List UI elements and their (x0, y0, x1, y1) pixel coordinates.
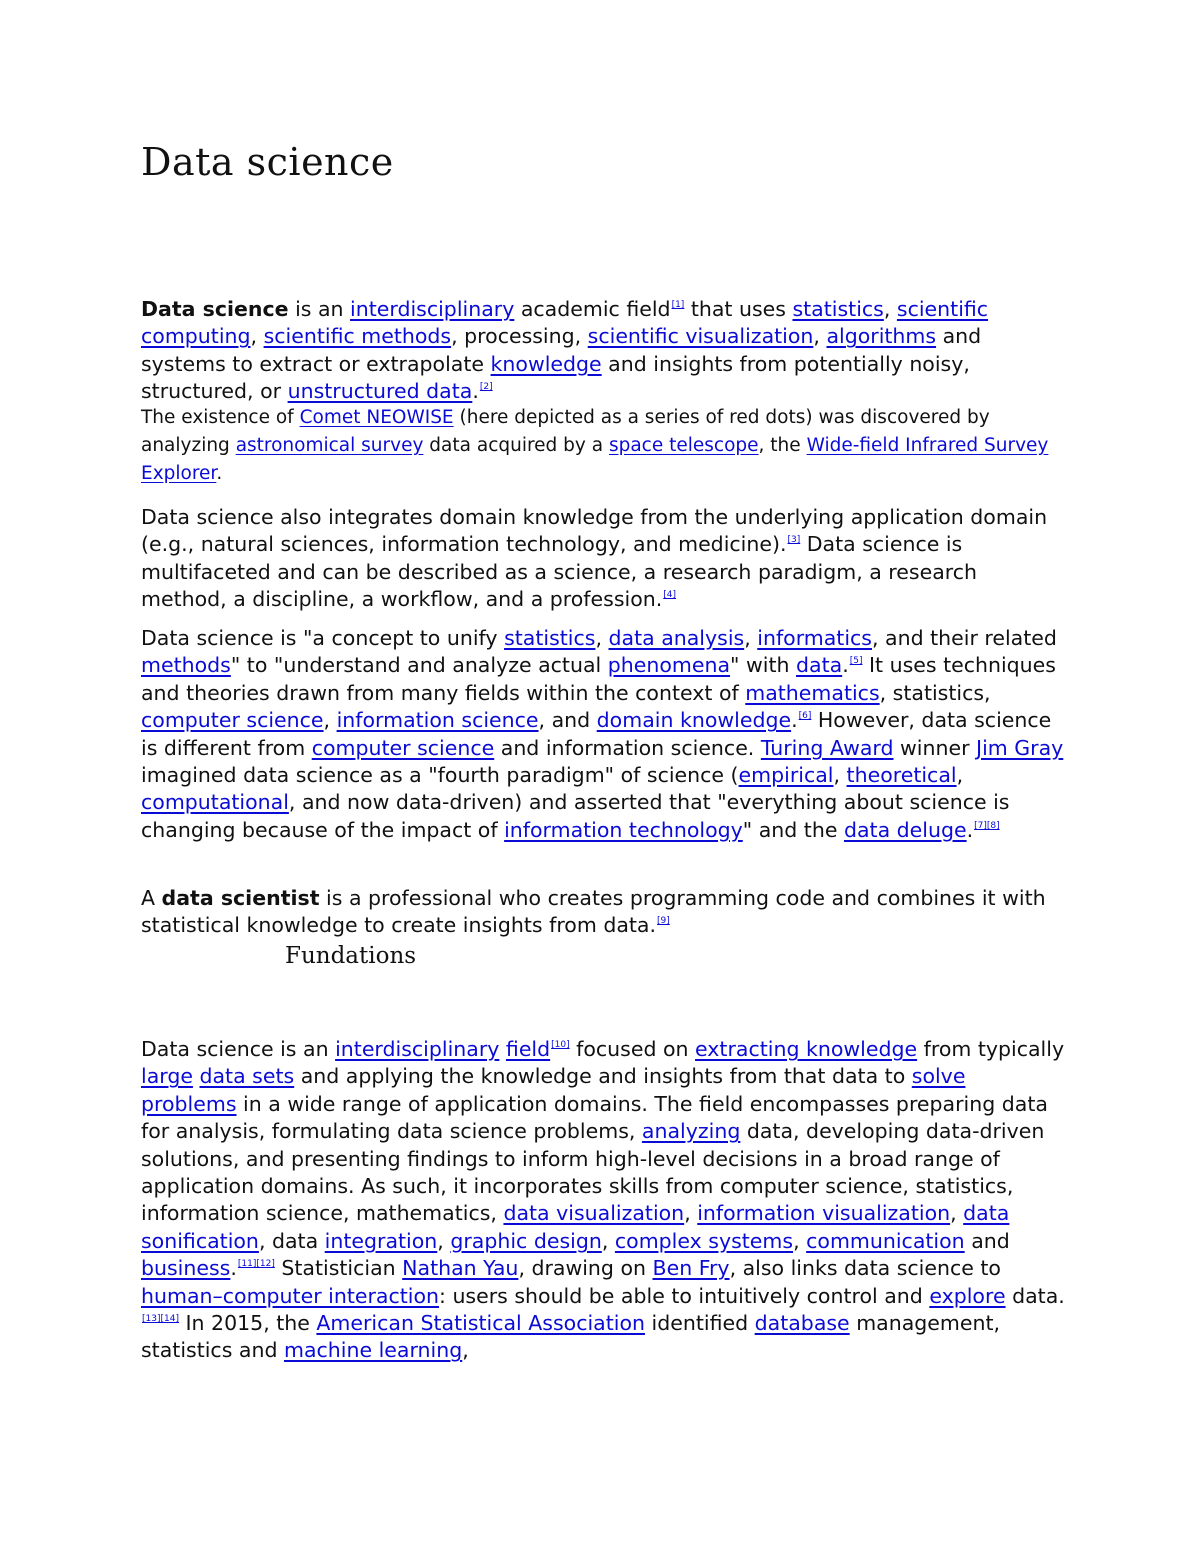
citation-ref[interactable]: [13][14] (142, 1314, 179, 1325)
link-unstructured-data[interactable]: unstructured data (287, 379, 473, 404)
citation-ref[interactable]: [4] (663, 590, 676, 601)
link-large[interactable]: large (141, 1064, 193, 1089)
link-machine-learning[interactable]: machine learning (283, 1338, 463, 1363)
link-informatics[interactable]: informatics (757, 626, 872, 650)
link-analyzing[interactable]: analyzing (641, 1119, 741, 1144)
link-phenomena[interactable]: phenomena (607, 653, 731, 678)
link-data[interactable]: data (796, 653, 843, 678)
link-jim-gray[interactable]: Jim Gray (976, 735, 1064, 760)
data-scientist-paragraph: A data scientist is a professional who creates programming code and combines it with statistical knowledge to create insights from data.[9] (141, 886, 1046, 938)
citation-ref[interactable]: [3] (787, 535, 801, 546)
link-statistics[interactable]: statistics (792, 297, 884, 321)
link-database[interactable]: database (754, 1311, 850, 1336)
link-ben-fry[interactable]: Ben Fry (652, 1256, 730, 1281)
link-turing-award[interactable]: Turing Award (760, 735, 894, 760)
link-methods[interactable]: methods (141, 653, 231, 678)
link-communication[interactable]: communication (806, 1228, 965, 1253)
concept-paragraph: Data science is "a concept to unify statistics, data analysis, informatics, and their related methods" to "understand and analyze actual phenomena" with data.[5] It uses techniques and theories drawn from many fields within the context of mathematics, statistics, computer science, information science, and domain knowledge.[6] However, data science is different from computer science and information science. Turing Award winner Jim Gray imagined data science as a "fourth paradigm" of science (empirical, theoretical, computational, and now data-driven) and asserted that "everything about science is changing because of the impact of information technology" and the data deluge.[7][8] (141, 626, 1064, 842)
page-title: Data science (141, 140, 394, 184)
link-asa[interactable]: American Statistical Association (316, 1311, 645, 1336)
link-domain-knowledge[interactable]: domain knowledge (596, 708, 792, 733)
link-integration[interactable]: integration (324, 1228, 438, 1253)
link-computational[interactable]: computational (141, 790, 289, 815)
foundations-paragraph: Data science is an interdisciplinary field[10] focused on extracting knowledge from typically large data sets and applying the knowledge and insights from that data to solve problems in a wide range of application domains. The field encompasses preparing data for analysis, formulating data science problems, analyzing data, developing data-driven solutions, and presenting findings to inform high-level decisions in a broad range of application domains. As such, it incorporates skills from computer science, statistics, information science, mathematics, data visualization, information visualization, data sonification, data integration, graphic design, complex systems, communication and business.[11][12] Statistician Nathan Yau, drawing on Ben Fry, also links data science to human–computer interaction: users should be able to intuitively control and explore data.[13][14] In 2015, the American Statistical Association identified database management, statistics and machine learning, (141, 1037, 1065, 1363)
link-scientific-methods[interactable]: scientific methods (263, 324, 452, 349)
link-information-technology[interactable]: information technology (504, 817, 743, 842)
link-data-visualization[interactable]: data visualization (503, 1201, 685, 1226)
link-knowledge[interactable]: knowledge (490, 351, 602, 376)
link-scientific-computing[interactable]: scientific computing (141, 297, 989, 349)
citation-ref[interactable]: [1] (671, 300, 685, 310)
link-theoretical[interactable]: theoretical (846, 763, 957, 788)
link-interdisciplinary[interactable]: interdisciplinary (350, 297, 515, 321)
term-bold: data scientist (161, 886, 320, 910)
link-scientific-visualization[interactable]: scientific visualization (587, 324, 814, 349)
link-comet-neowise[interactable]: Comet NEOWISE (299, 407, 454, 428)
link-field[interactable]: field (505, 1037, 551, 1061)
link-astronomical-survey[interactable]: astronomical survey (235, 435, 424, 456)
link-data-analysis[interactable]: data analysis (608, 626, 745, 650)
link-interdisciplinary[interactable]: interdisciplinary (335, 1037, 500, 1061)
link-information-visualization[interactable]: information visualization (697, 1201, 951, 1226)
link-explore[interactable]: explore (929, 1283, 1006, 1308)
link-graphic-design[interactable]: graphic design (450, 1228, 602, 1253)
link-empirical[interactable]: empirical (738, 763, 834, 788)
link-computer-science[interactable]: computer science (141, 708, 324, 733)
domain-paragraph: Data science also integrates domain knowledge from the underlying application domain (e.g., natural sciences, information technology, and medicine).[3] Data science is multifaceted and can be described as a science, a research paradigm, a research method, a discipline, a workflow, and a profession.[4] (141, 505, 1048, 612)
link-data-deluge[interactable]: data deluge (843, 817, 967, 842)
citation-ref[interactable]: [9] (657, 916, 670, 927)
intro-paragraph: Data science is an interdisciplinary academic field[1] that uses statistics, scientific computing, scientific methods, processing, scientific visualization, algorithms and systems to extract or extrapolate knowledge and insights from potentially noisy, structured, or unstructured data.[2] (141, 297, 989, 404)
citation-ref[interactable]: [6] (798, 711, 812, 722)
citation-ref[interactable]: [11][12] (237, 1259, 275, 1270)
link-data-sets[interactable]: data sets (199, 1064, 295, 1089)
link-mathematics[interactable]: mathematics (745, 680, 880, 705)
link-extracting-knowledge[interactable]: extracting knowledge (695, 1037, 918, 1061)
link-data-sonification[interactable]: data sonification (141, 1201, 1010, 1253)
link-solve-problems[interactable]: solve problems (141, 1064, 966, 1116)
link-complex-systems[interactable]: complex systems (614, 1228, 794, 1253)
link-statistics[interactable]: statistics (504, 626, 596, 650)
citation-ref[interactable]: [2] (479, 382, 493, 393)
term-bold: Data science (141, 297, 289, 321)
citation-ref[interactable]: [5] (849, 656, 863, 667)
link-algorithms[interactable]: algorithms (826, 324, 937, 349)
image-caption: The existence of Comet NEOWISE (here depicted as a series of red dots) was discovered by analyzing astronomical survey data acquired by a space telescope, the Wide-field Infrared Survey Explorer. (141, 407, 1049, 484)
citation-ref[interactable]: [7][8] (974, 820, 1000, 831)
link-wise[interactable]: Wide-field Infrared Survey Explorer (141, 435, 1049, 484)
citation-ref[interactable]: [10] (551, 1040, 570, 1050)
link-information-science[interactable]: information science (336, 708, 539, 733)
link-space-telescope[interactable]: space telescope (608, 435, 759, 456)
link-computer-science[interactable]: computer science (311, 735, 495, 760)
section-heading: Fundations (285, 943, 417, 969)
link-nathan-yau[interactable]: Nathan Yau (402, 1256, 519, 1281)
link-business[interactable]: business (141, 1256, 231, 1281)
link-hci[interactable]: human–computer interaction (141, 1283, 440, 1308)
